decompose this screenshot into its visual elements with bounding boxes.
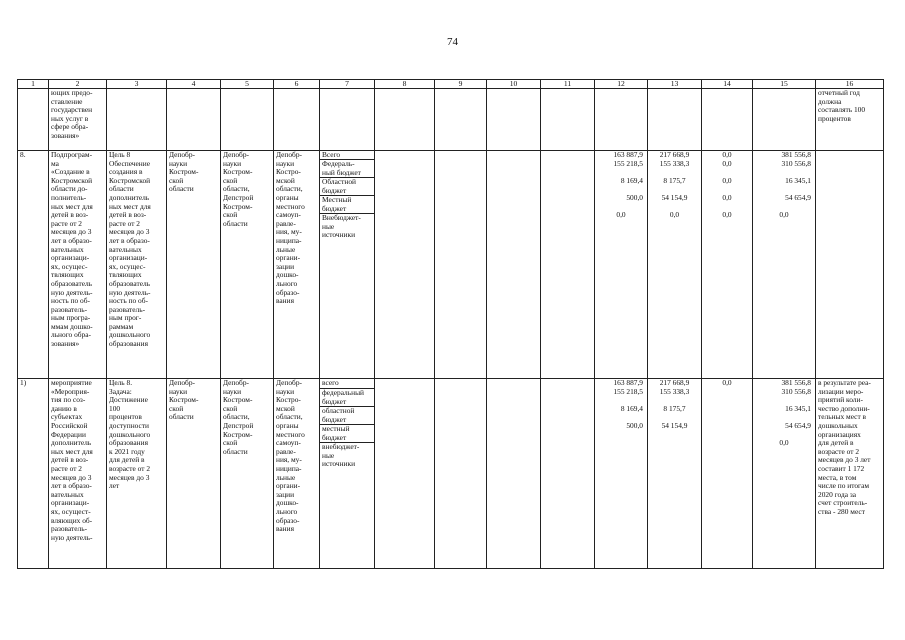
- header-cell: 12: [595, 80, 648, 89]
- header-cell: 4: [167, 80, 221, 89]
- value: 0,0: [722, 176, 732, 185]
- value: 54 154,9: [661, 193, 688, 202]
- table-row-subprogram-8: [18, 151, 884, 379]
- value: 310 556,8: [781, 159, 811, 168]
- value: 16 345,1: [785, 176, 811, 185]
- cell-expected-result: в результате реа- лизации меро- приятий коли- чество дополни- тельных мест в дошкольных организациях для детей в возрасте от 2 месяцев до 3 лет составит 1 172 места, в том числе по итогам 2020 года за счет строитель- ства - 280 мест: [816, 379, 884, 569]
- source-extrabudget: Внебюджет- ные источники: [322, 213, 361, 240]
- value: 0,0: [779, 210, 789, 219]
- value: 0,0: [669, 210, 680, 219]
- value: 8 175,7: [663, 176, 686, 185]
- cell-year-2020: [648, 379, 702, 569]
- cell-year-2021: [702, 151, 753, 379]
- cell-continuation-result: отчетный год должна составлять 100 процентов: [816, 89, 884, 151]
- source-extrabudget: внебюджет- ные источники: [322, 442, 360, 469]
- value: 8 169,4: [620, 176, 643, 185]
- value: 163 887,9: [613, 378, 643, 387]
- value: 0,0: [722, 378, 732, 387]
- header-cell: 8: [375, 80, 435, 89]
- value: 155 218,5: [613, 159, 643, 168]
- page-number: 74: [447, 36, 458, 48]
- value: 54 654,9: [785, 193, 811, 202]
- value: 0,0: [722, 210, 732, 219]
- cell-total: [753, 379, 816, 569]
- budget-table: [17, 79, 884, 569]
- cell-participants: Депобр- науки Костро- мской области, органы местного самоуп- равле- ния, му- ниципа- льные органи- зации дошко- льного образо- вания: [274, 379, 320, 569]
- value: 8 175,7: [663, 404, 686, 413]
- cell-funding-sources: [320, 379, 375, 569]
- value: 155 218,5: [613, 387, 643, 396]
- header-row: [18, 80, 884, 89]
- header-cell: 15: [753, 80, 816, 89]
- value: 163 887,9: [613, 150, 643, 159]
- header-cell: 10: [487, 80, 541, 89]
- cell-responsible: Депобр- науки Костром- ской области: [167, 379, 221, 569]
- cell-total: [753, 151, 816, 379]
- source-total: всего: [320, 379, 374, 389]
- value: 500,0: [626, 193, 643, 202]
- header-cell: 11: [541, 80, 595, 89]
- header-cell: 7: [320, 80, 375, 89]
- cell-continuation-name: ющих предо- ставление государствен ных услуг в сфере обра- зования»: [49, 89, 107, 151]
- header-cell: 16: [816, 80, 884, 89]
- value: 155 338,3: [659, 159, 690, 168]
- cell-subprogram-name: Подпрограм- ма «Создание в Костромской области до- полнитель- ных мест для детей в воз- расте от 2 месяцев до 3 лет в образо- вательных организаци- ях, осущес- твляющих образователь ную деятель- ность по об- разователь- ным програ- ммам дошко- льного обра- зования»: [49, 151, 107, 379]
- header-cell: 2: [49, 80, 107, 89]
- source-regional: Областной бюджет: [320, 178, 374, 196]
- cell-year-2020: [648, 151, 702, 379]
- cell-year-2019: [595, 151, 648, 379]
- value: 16 345,1: [785, 404, 811, 413]
- source-federal: Федераль- ный бюджет: [320, 160, 374, 178]
- source-regional: областной бюджет: [320, 407, 374, 425]
- source-local: Местный бюджет: [320, 196, 374, 214]
- source-total: Всего: [320, 151, 374, 160]
- cell-year-2019: [595, 379, 648, 569]
- value: 54 654,9: [785, 421, 811, 430]
- header-cell: 6: [274, 80, 320, 89]
- source-local: местный бюджет: [320, 425, 374, 443]
- cell-goal: Цель 8 Обеспечение создания в Костромской области дополнитель ных мест для детей в воз- расте от 2 месяцев до 3 лет в образо- вательных организаци- ях, осущес- твляющих образователь ную деятель- ность по об- разователь- ным прог- раммам дошкольного образования: [107, 151, 167, 379]
- cell-measure-name: мероприятие «Мероприя- тия по соз- данию в субъектах Российской Федерации дополнитель ных мест для детей в воз- расте от 2 месяцев до 3 лет в образо- вательных организаци- ях, осущест- вляющих об- разователь- ную деятель-: [49, 379, 107, 569]
- cell-coexecutors: Депобр- науки Костром- ской области, Депстрой Костром- ской области: [221, 151, 274, 379]
- source-federal: федеральный бюджет: [320, 389, 374, 407]
- table-row-continuation: [18, 89, 884, 151]
- value: 217 668,9: [659, 378, 690, 387]
- value: 0,0: [722, 159, 732, 168]
- cell-row-number: 1): [18, 379, 49, 569]
- header-cell: 3: [107, 80, 167, 89]
- value: 8 169,4: [620, 404, 643, 413]
- header-cell: 9: [435, 80, 487, 89]
- header-cell: 14: [702, 80, 753, 89]
- value: 0,0: [722, 193, 732, 202]
- cell-coexecutors: Депобр- науки Костром- ской области, Депстрой Костром- ской области: [221, 379, 274, 569]
- value: 310 556,8: [781, 387, 811, 396]
- cell-participants: Депобр- науки Костро- мской области, органы местного самоуп- равле- ния, му- ниципа- льные органи- зации дошко- льного образо- вания: [274, 151, 320, 379]
- value: 0,0: [616, 210, 626, 219]
- cell-goal: Цель 8. Задача: Достижение 100 процентов доступности дошкольного образования к 2021 году для детей в возрасте от 2 месяцев до 3 лет: [107, 379, 167, 569]
- value: 381 556,8: [781, 378, 811, 387]
- cell-year-2021: [702, 379, 753, 569]
- value: 0,0: [722, 150, 732, 159]
- cell-funding-sources: [320, 151, 375, 379]
- value: 381 556,8: [781, 150, 811, 159]
- value: 500,0: [626, 421, 643, 430]
- header-cell: 13: [648, 80, 702, 89]
- value: 155 338,3: [659, 387, 690, 396]
- table-row-measure-1: [18, 379, 884, 569]
- value: 0,0: [779, 438, 789, 447]
- value: 54 154,9: [661, 421, 688, 430]
- cell-row-number: 8.: [18, 151, 49, 379]
- value: 217 668,9: [659, 150, 690, 159]
- header-cell: 5: [221, 80, 274, 89]
- cell-responsible: Депобр- науки Костром- ской области: [167, 151, 221, 379]
- header-cell: 1: [18, 80, 49, 89]
